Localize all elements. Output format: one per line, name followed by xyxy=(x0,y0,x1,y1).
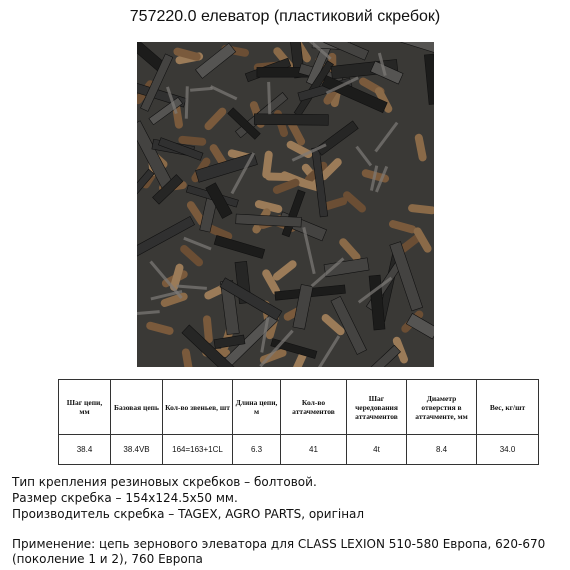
header-link-count: Кол-во звеньев, шт xyxy=(163,380,233,435)
page-title: 757220.0 елеватор (пластиковий скребок) xyxy=(129,8,441,25)
header-weight: Вес, кг/шт xyxy=(477,380,539,435)
header-attachment-count: Кол-во аттачментов xyxy=(281,380,347,435)
description-line-mount-type: Тип крепления резиновых скребков – болтовой. xyxy=(12,475,317,489)
scraper-paddle xyxy=(254,114,328,126)
header-hole-diameter: Диаметр отверстия в аттачменте, мм xyxy=(407,380,477,435)
header-chain-pitch: Шаг цепи, мм xyxy=(59,380,111,435)
cell-hole-diameter: 8.4 xyxy=(407,435,477,465)
spec-table xyxy=(58,379,539,465)
cell-attachment-pitch: 4t xyxy=(347,435,407,465)
description xyxy=(12,474,562,522)
cell-attachment-count: 41 xyxy=(281,435,347,465)
product-photo xyxy=(137,42,434,367)
header-attachment-pitch: Шаг чередования аттачментов xyxy=(347,380,407,435)
table-row xyxy=(59,435,539,465)
chain-scrapers-image xyxy=(137,42,434,367)
description-line-manufacturer: Производитель скребка – TAGEX, AGRO PARTS, оригінал xyxy=(12,507,365,521)
application-text: Применение: цепь зернового элеватора для CLASS LEXION 510-580 Европа, 620-670 (поколение 1 и 2), 760 Европа xyxy=(12,537,546,566)
cell-link-count: 164=163+1CL xyxy=(163,435,233,465)
header-chain-length: Длина цепи, м xyxy=(233,380,281,435)
cell-chain-length: 6.3 xyxy=(233,435,281,465)
header-base-chain: Базовая цепь xyxy=(111,380,163,435)
description-line-scraper-size: Размер скребка – 154x124.5x50 мм. xyxy=(12,491,238,505)
spec-table-header-row xyxy=(59,380,539,435)
cell-weight: 34.0 xyxy=(477,435,539,465)
cell-base-chain: 38.4VB xyxy=(111,435,163,465)
cell-chain-pitch: 38.4 xyxy=(59,435,111,465)
